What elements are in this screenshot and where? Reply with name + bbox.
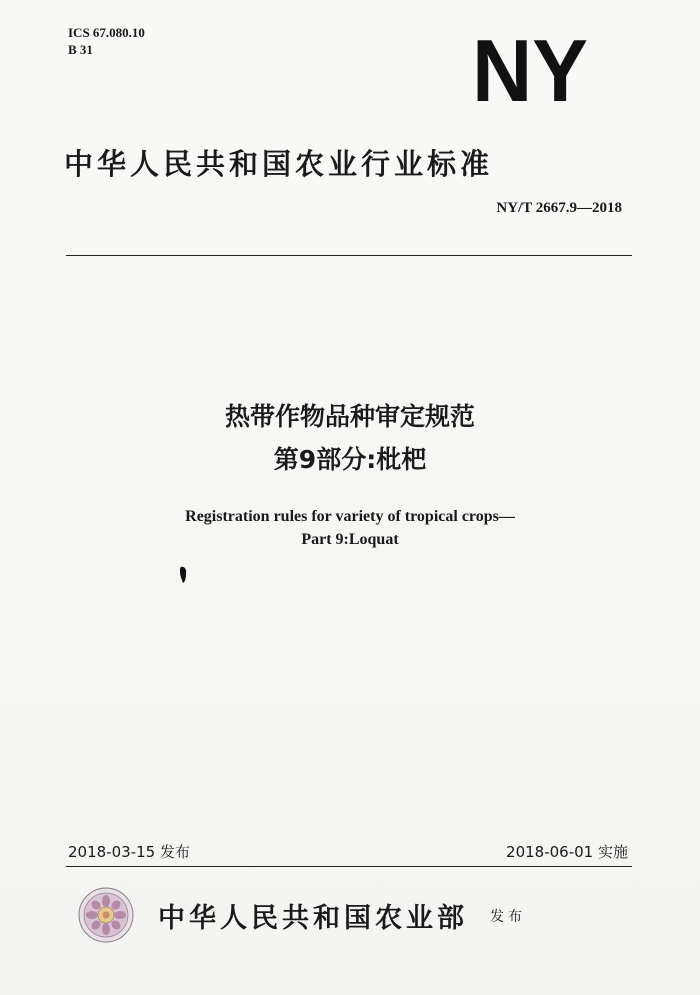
ministry-name: 中华人民共和国农业部 bbox=[158, 903, 468, 934]
issue-label: 发布 bbox=[490, 909, 526, 925]
bottom-divider bbox=[66, 866, 632, 867]
ics-code: ICS 67.080.10 bbox=[68, 25, 145, 40]
title-en-line2: Part 9:Loquat bbox=[301, 531, 399, 548]
top-divider bbox=[66, 255, 632, 256]
publish-date: 2018-03-15 发布 bbox=[68, 843, 190, 861]
ccs-code: B 31 bbox=[68, 42, 93, 57]
ny-logo bbox=[470, 26, 590, 116]
implement-date: 2018-06-01 实施 bbox=[506, 843, 628, 861]
title-cn-line2: 第9部分:枇杷 bbox=[273, 445, 427, 474]
ministry-seal-icon bbox=[78, 887, 134, 943]
title-cn-line1: 热带作物品种审定规范 bbox=[224, 402, 475, 431]
classification-codes bbox=[68, 24, 145, 58]
title-en-line1: Registration rules for variety of tropical crops— bbox=[185, 508, 515, 525]
org-title: 中华人民共和国农业行业标准 bbox=[64, 147, 494, 181]
standard-number: NY/T 2667.9—2018 bbox=[496, 200, 622, 216]
ny-logo-text: NY bbox=[472, 26, 588, 116]
ink-mark bbox=[179, 566, 188, 584]
